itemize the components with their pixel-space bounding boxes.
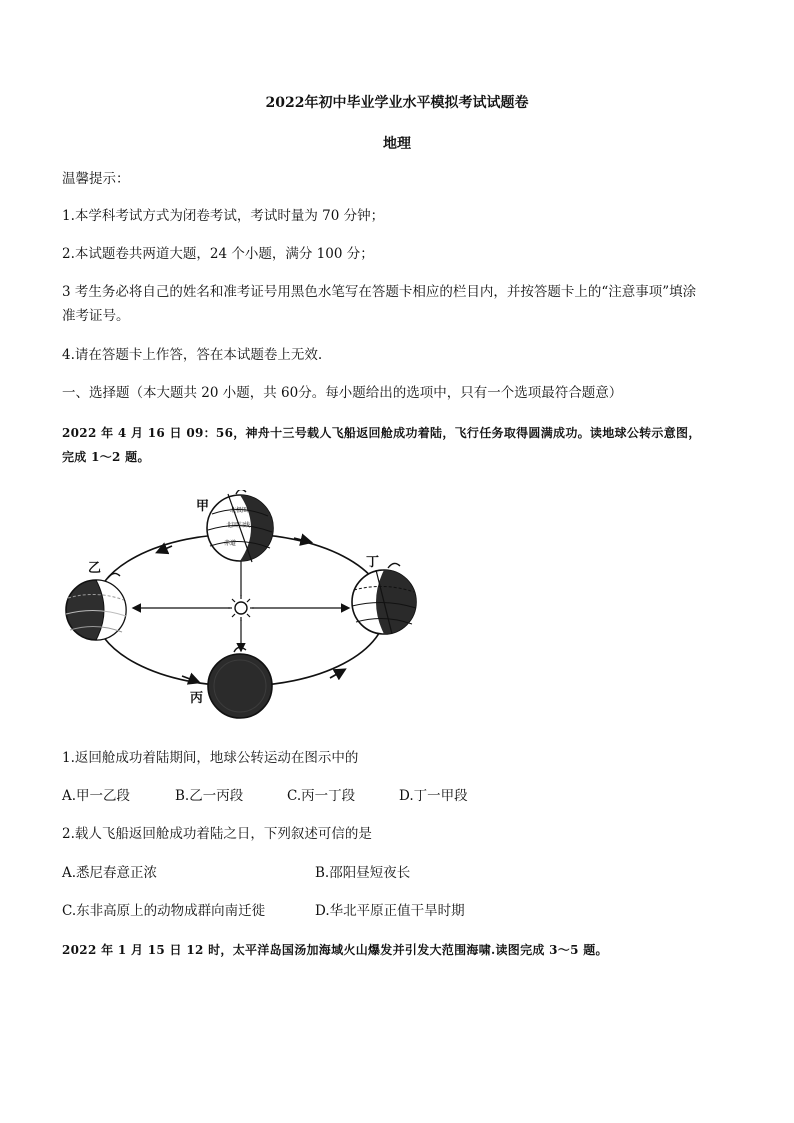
question-2-option-d: D.华北平原正值干旱时期 (315, 903, 465, 919)
section-heading: 一、选择题（本大题共 20 小题，共 60分。每小题给出的选项中，只有一个选项最符合题意） (62, 385, 623, 401)
earth-revolution-diagram (62, 490, 432, 720)
question-1-option-c: C.丙一丁段 (287, 788, 356, 804)
question-1-stem: 1.返回舱成功着陆期间，地球公转运动在图示中的 (62, 750, 359, 766)
passage-1-line-2: 完成 1～2 题。 (62, 450, 150, 464)
tips-heading: 温馨提示： (62, 171, 130, 187)
globe-bing (208, 647, 272, 718)
question-1-option-d: D.丁一甲段 (399, 788, 468, 804)
label-bing: 丙 (190, 691, 204, 706)
tip-item-1: 1.本学科考试方式为闭卷考试，考试时量为 70 分钟； (62, 208, 385, 224)
question-2-option-a: A.悉尼春意正浓 (62, 865, 158, 881)
globe-ding (352, 563, 416, 634)
passage-2-line-1: 2022 年 1 月 15 日 12 时，太平洋岛国汤加海域火山爆发并引发大范围海啸.读图完成 3～5 题。 (62, 943, 608, 957)
svg-text:赤道: 赤道 (224, 540, 237, 547)
orbit-arrow-right (330, 670, 344, 678)
label-yi: 乙 (88, 561, 102, 576)
question-2-option-c: C.东非高原上的动物成群向南迁徙 (62, 903, 266, 919)
question-1-option-a: A.甲一乙段 (62, 788, 131, 804)
passage-1-line-1: 2022 年 4 月 16 日 09：56，神舟十三号载人飞船返回舱成功着陆，飞行任务取得圆满成功。读地球公转示意图， (62, 426, 701, 440)
globe-yi (66, 573, 126, 640)
svg-text:北回归线: 北回归线 (226, 522, 251, 529)
page-title: 2022年初中毕业学业水平模拟考试试题卷 (265, 95, 529, 111)
svg-text:北极圈: 北极圈 (230, 507, 249, 514)
subject-title: 地理 (383, 136, 411, 152)
tip-item-2: 2.本试题卷共两道大题，24 个小题，满分 100 分； (62, 246, 374, 262)
question-2-stem: 2.载人飞船返回舱成功着陆之日，下列叙述可信的是 (62, 826, 372, 842)
tip-item-3-cont: 准考证号。 (62, 308, 130, 324)
label-ding: 丁 (366, 555, 380, 570)
tip-item-4: 4.请在答题卡上作答，答在本试题卷上无效. (62, 347, 323, 363)
globe-jia (207, 490, 273, 562)
tip-item-3: 3 考生务必将自己的姓名和准考证号用黑色水笔写在答题卡相应的栏目内，并按答题卡上的“注意事项”填涂 (62, 284, 697, 300)
sun-icon (228, 595, 254, 621)
label-jia: 甲 (196, 499, 210, 514)
question-1-option-b: B.乙一丙段 (175, 788, 244, 804)
question-2-option-b: B.邵阳昼短夜长 (315, 865, 411, 881)
